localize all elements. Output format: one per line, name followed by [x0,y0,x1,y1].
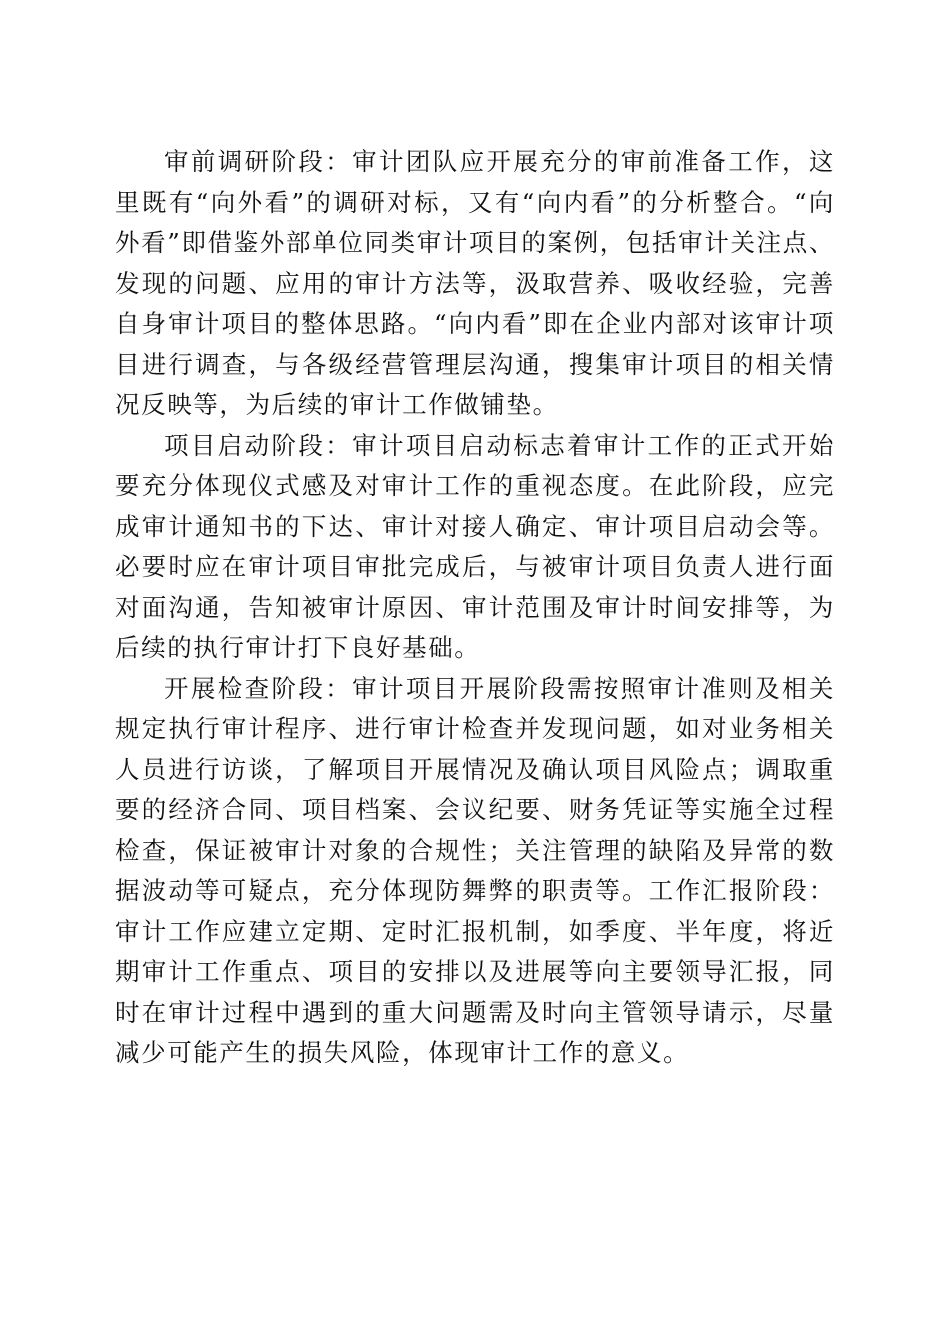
paragraph-pre-audit-research: 审前调研阶段：审计团队应开展充分的审前准备工作，这里既有“向外看”的调研对标，又有“向内看”的分析整合。“向外看”即借鉴外部单位同类审计项目的案例，包括审计关注点、发现的问题、应用的审计方法等，汲取营养、吸收经验，完善自身审计项目的整体思路。“向内看”即在企业内部对该审计项目进行调查，与各级经营管理层沟通，搜集审计项目的相关情况反映等，为后续的审计工作做铺垫。 [115,147,835,419]
paragraph-project-launch: 项目启动阶段：审计项目启动标志着审计工作的正式开始要充分体现仪式感及对审计工作的重视态度。在此阶段，应完成审计通知书的下达、审计对接人确定、审计项目启动会等。必要时应在审计项目审批完成后，与被审计项目负责人进行面对面沟通，告知被审计原因、审计范围及审计时间安排等，为后续的执行审计打下良好基础。 [115,430,835,662]
document-body [115,142,835,1074]
paragraph-inspection-and-reporting: 开展检查阶段：审计项目开展阶段需按照审计准则及相关规定执行审计程序、进行审计检查并发现问题，如对业务相关人员进行访谈，了解项目开展情况及确认项目风险点；调取重要的经济合同、项目档案、会议纪要、财务凭证等实施全过程检查，保证被审计对象的合规性；关注管理的缺陷及异常的数据波动等可疑点，充分体现防舞弊的职责等。工作汇报阶段：审计工作应建立定期、定时汇报机制，如季度、半年度，将近期审计工作重点、项目的安排以及进展等向主要领导汇报，同时在审计过程中遇到的重大问题需及时向主管领导请示，尽量减少可能产生的损失风险，体现审计工作的意义。 [115,673,835,1067]
